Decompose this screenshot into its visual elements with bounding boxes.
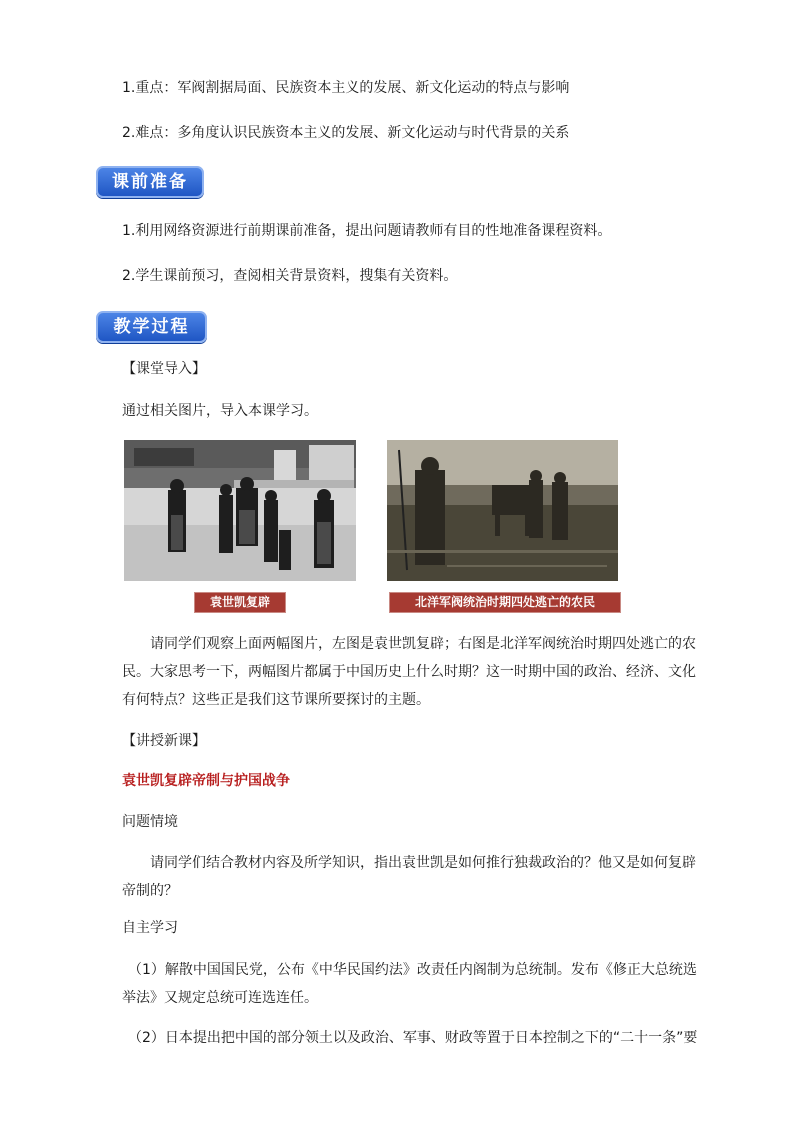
situation-label: 问题情境	[122, 814, 178, 830]
point-1: （1）解散中国国民党，公布《中华民国约法》改责任内阁制为总统制。发布《修正大总统选举法》又规定总统可连选连任。	[122, 962, 697, 1006]
objective-key-point: 1.重点：军阀割据局面、民族资本主义的发展、新文化运动的特点与影响	[122, 80, 570, 96]
prep-badge: 课前准备	[96, 166, 204, 198]
intro-text: 通过相关图片，导入本课学习。	[122, 403, 318, 419]
observe-paragraph: 请同学们观察上面两幅图片，左图是袁世凯复辟；右图是北洋军阀统治时期四处逃亡的农民。大家思考一下，两幅图片都属于中国历史上什么时期？这一时期中国的政治、经济、文化有何特点？这些正是我们这节课所要探讨的主题。	[122, 636, 696, 708]
self-study-label: 自主学习	[122, 920, 178, 936]
photo-fleeing-peasants	[387, 440, 618, 581]
caption-left: 袁世凯复辟	[194, 592, 286, 613]
caption-right: 北洋军阀统治时期四处逃亡的农民	[389, 592, 621, 613]
prep-item-2: 2.学生课前预习，查阅相关背景资料，搜集有关资料。	[122, 268, 458, 284]
prep-item-1: 1.利用网络资源进行前期课前准备，提出问题请教师有目的性地准备课程资料。	[122, 223, 612, 239]
photo-yuan-restoration	[124, 440, 356, 581]
point-2: （2）日本提出把中国的部分领土以及政治、军事、财政等置于日本控制之下的“二十一条”要	[128, 1030, 698, 1046]
process-badge: 教学过程	[96, 311, 207, 343]
new-lesson-heading: 【讲授新课】	[122, 733, 206, 749]
situation-text: 请同学们结合教材内容及所学知识，指出袁世凯是如何推行独裁政治的？他又是如何复辟帝制的？	[122, 855, 696, 899]
objective-difficult-point: 2.难点：多角度认识民族资本主义的发展、新文化运动与时代背景的关系	[122, 125, 570, 141]
intro-heading: 【课堂导入】	[122, 361, 206, 377]
section-title: 袁世凯复辟帝制与护国战争	[122, 773, 290, 789]
